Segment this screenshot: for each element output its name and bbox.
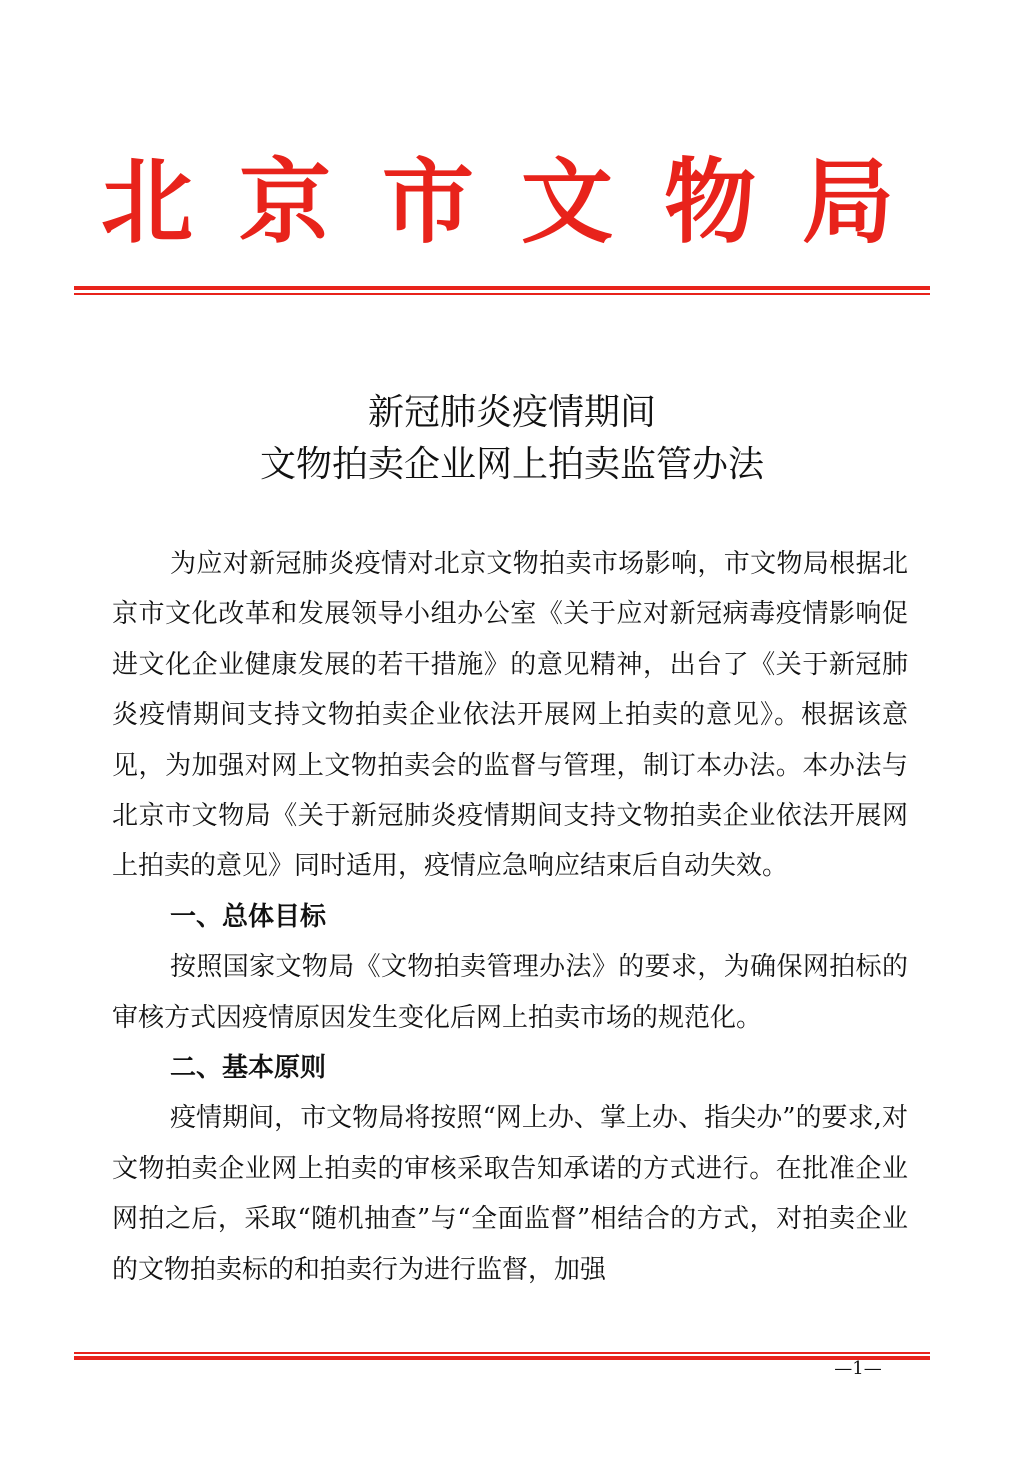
letterhead-char-5: 物 — [663, 149, 756, 256]
letterhead-char-4: 文 — [520, 149, 613, 256]
letterhead-rule-thick — [74, 286, 930, 290]
intro-paragraph: 为应对新冠肺炎疫情对北京文物拍卖市场影响，市文物局根据北京市文化改革和发展领导小组办公室《关于应对新冠病毒疫情影响促进文化企业健康发展的若干措施》的意见精神，出台了《关于新冠肺炎疫情期间支持文物拍卖企业依法开展网上拍卖的意见》。根据该意见，为加强对网上文物拍卖会的监督与管理，制订本办法。本办法与北京市文物局《关于新冠肺炎疫情期间支持文物拍卖企业依法开展网上拍卖的意见》同时适用，疫情应急响应结束后自动失效。 — [112, 549, 908, 882]
section-1-heading: 一、总体目标 — [170, 901, 327, 932]
page-number: —1— — [834, 1358, 882, 1379]
letterhead-char-3: 市 — [381, 149, 474, 256]
section-2-paragraph: 疫情期间，市文物局将按照“网上办、掌上办、指尖办”的要求,对文物拍卖企业网上拍卖的审核采取告知承诺的方式进行。在批准企业网拍之后，采取“随机抽查”与“全面监督”相结合的方式，对拍卖企业的文物拍卖标的和拍卖行为进行监督，加强 — [112, 1103, 908, 1285]
letterhead-rule-thin — [74, 293, 930, 295]
section-1-paragraph: 按照国家文物局《文物拍卖管理办法》的要求，为确保网拍标的审核方式因疫情原因发生变化后网上拍卖市场的规范化。 — [112, 952, 908, 1033]
letterhead-char-6: 局 — [801, 149, 894, 256]
document-body — [112, 539, 908, 1295]
footer-rule-thin — [74, 1352, 930, 1354]
letterhead-char-2: 京 — [238, 149, 331, 256]
letterhead-char-1: 北 — [100, 149, 193, 256]
section-2-heading: 二、基本原则 — [170, 1053, 327, 1084]
footer-rule-thick — [74, 1356, 930, 1360]
document-title-line-1: 新冠肺炎疫情期间 — [367, 392, 656, 433]
document-title-line-2: 文物拍卖企业网上拍卖监管办法 — [259, 444, 764, 485]
